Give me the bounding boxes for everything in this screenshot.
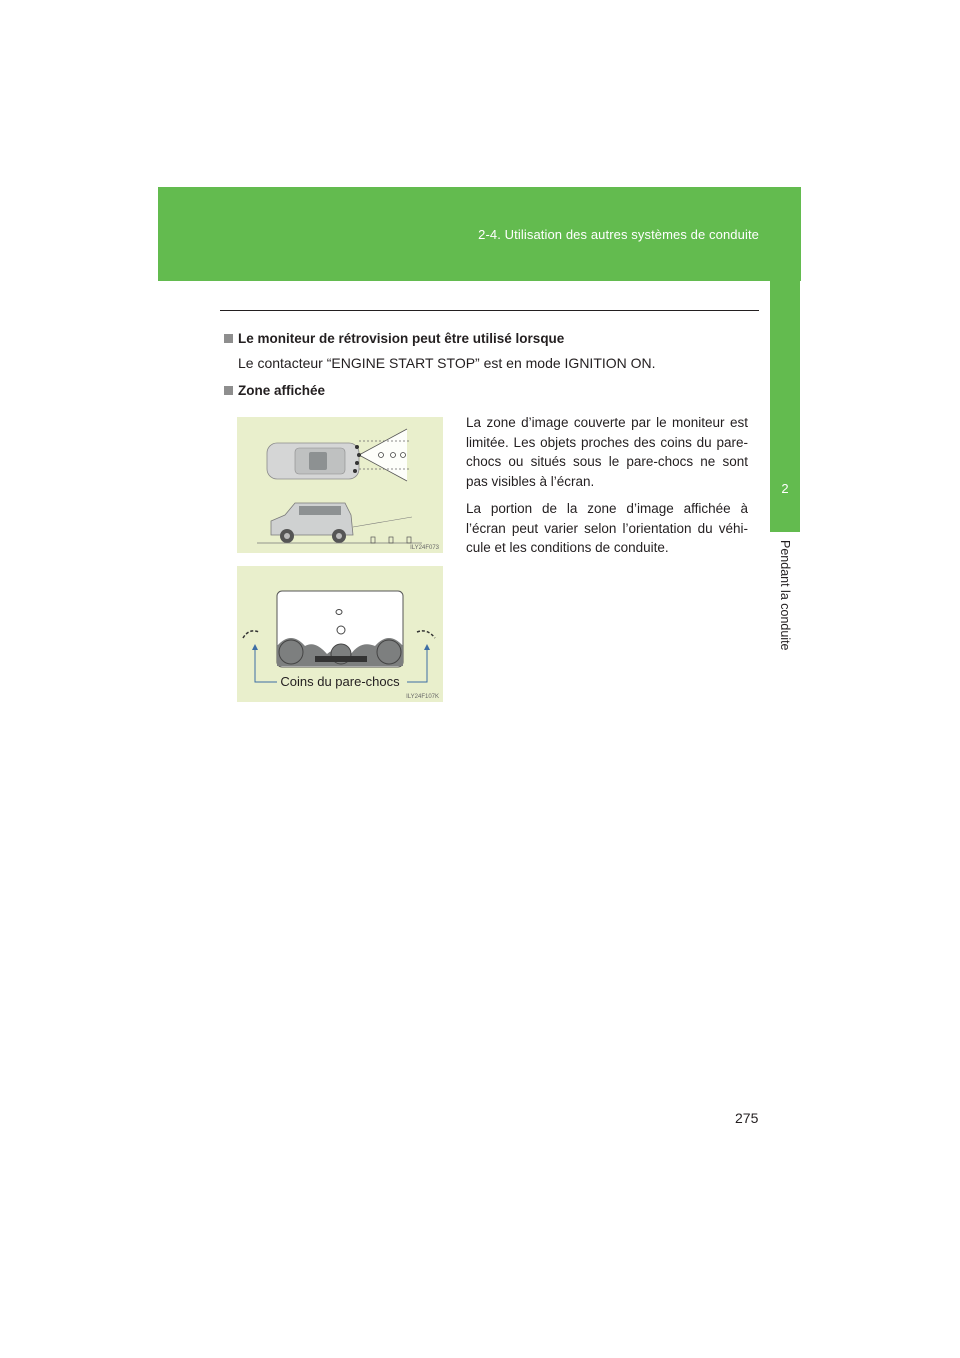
figure-camera-range [237,417,443,553]
chapter-label: Pendant la conduite [778,540,792,651]
heading-text: Zone affichée [238,383,326,398]
page-number: 275 [735,1110,759,1126]
bullet-square-icon [224,386,233,395]
section-title: 2-4. Utilisation des autres systèmes de conduite [478,227,759,242]
bullet-square-icon [224,334,233,343]
chapter-tab [770,187,800,532]
heading-text: Le moniteur de rétrovision peut être utilisé lorsque [238,331,565,346]
paragraph: La portion de la zone d’image affichée à l’écran peut varier selon l’orientation du véhi-cule et les conditions de conduite. [466,501,748,555]
figure-screen-view [237,566,443,702]
figure-caption: Coins du pare-chocs [280,674,400,689]
heading-display-zone [224,383,325,398]
paragraph: La zone d’image couverte par le moniteur est limitée. Les objets proches des coins du pare-chocs ou situés sous le pare-chocs ne sont pas visibles à l’écran. [466,415,748,489]
chapter-number: 2 [781,481,789,496]
figure-code: ILY24F073 [410,545,439,551]
heading-monitor-usage [224,331,564,346]
camera-range-illustration [237,417,443,553]
header-band [158,187,801,281]
figure-code: ILY24F107K [406,694,439,700]
display-zone-text [466,413,748,566]
divider [220,310,759,311]
monitor-usage-text: Le contacteur “ENGINE START STOP” est en mode IGNITION ON. [238,355,656,371]
